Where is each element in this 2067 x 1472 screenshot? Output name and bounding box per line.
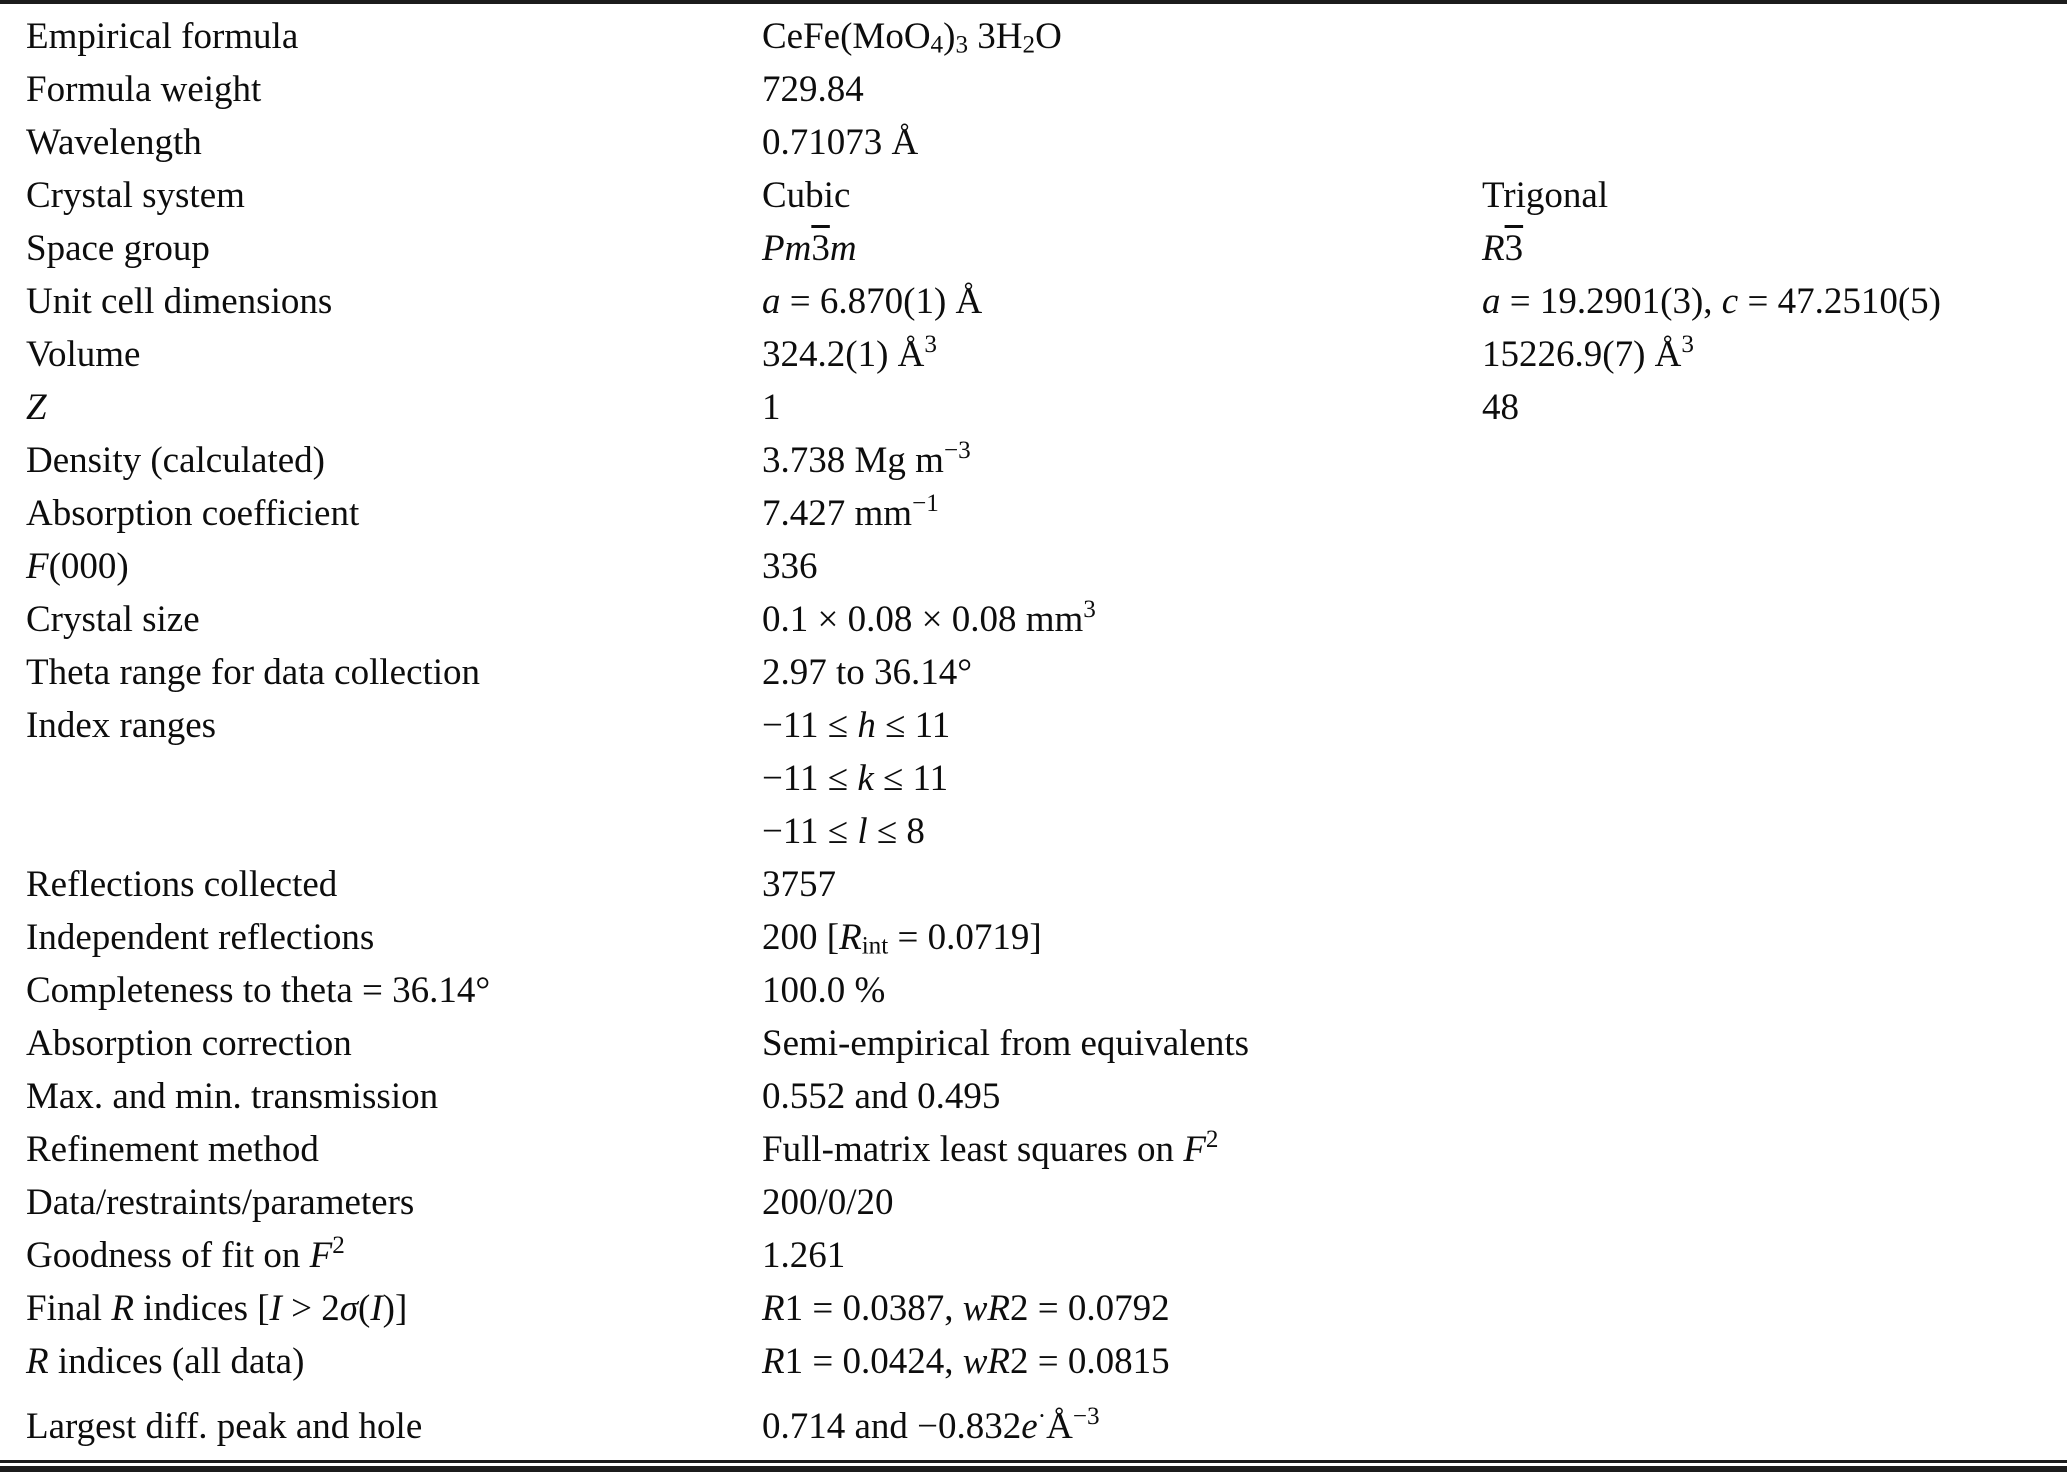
value-secondary [1482, 10, 2059, 63]
value-primary [762, 1176, 1482, 1229]
value-secondary [1482, 328, 2059, 381]
text-segment: 2 = 0.0815 [1010, 1341, 1170, 1382]
table-row-density-calculated [26, 434, 2059, 487]
table-row-completeness-to-theta [26, 964, 2059, 1017]
row-label [26, 487, 762, 540]
row-label [26, 328, 762, 381]
bottom-rule-thin [0, 1460, 2067, 1463]
text-segment: Å [1046, 1406, 1073, 1447]
table-row-final-r-indices [26, 1282, 2059, 1335]
value-secondary [1482, 1282, 2059, 1335]
table-row-z [26, 381, 2059, 434]
text-segment: Final [26, 1288, 112, 1329]
text-segment: R [762, 1288, 785, 1329]
text-segment: ) [943, 16, 956, 57]
table-row-independent-reflections [26, 911, 2059, 964]
table-row-volume [26, 328, 2059, 381]
text-segment: Volume [26, 334, 141, 375]
text-segment: Crystal system [26, 175, 245, 216]
text-segment: Semi-empirical from equivalents [762, 1023, 1250, 1064]
value-primary [762, 1400, 1482, 1453]
value-secondary [1482, 275, 2059, 328]
value-primary [762, 1017, 1482, 1070]
value-primary [762, 381, 1482, 434]
text-segment: Full-matrix least squares on [762, 1129, 1184, 1170]
text-segment: R [1482, 228, 1505, 269]
text-segment: Completeness to theta = 36.14° [26, 970, 491, 1011]
text-segment: −3 [1072, 1403, 1100, 1431]
row-label [26, 646, 762, 699]
value-primary [762, 540, 1482, 593]
text-segment: 2 [1022, 31, 1036, 59]
text-segment: σ [339, 1288, 358, 1329]
value-secondary [1482, 1070, 2059, 1123]
value-secondary [1482, 1176, 2059, 1229]
text-segment: 336 [762, 546, 818, 587]
text-segment: Wavelength [26, 122, 202, 163]
value-primary [762, 487, 1482, 540]
row-label [26, 540, 762, 593]
text-segment: ≤ 11 [875, 705, 951, 746]
text-segment: Absorption coefficient [26, 493, 360, 534]
row-label [26, 752, 762, 805]
text-segment: F [309, 1235, 333, 1276]
table-row-largest-diff-peak-hole [26, 1400, 2059, 1453]
row-label [26, 805, 762, 858]
table-row-r-indices-all-data [26, 1335, 2059, 1388]
table-row-index-range-l [26, 805, 2059, 858]
table-row-reflections-collected [26, 858, 2059, 911]
text-segment: indices (all data) [48, 1341, 305, 1382]
text-segment: CeFe(MoO [762, 16, 931, 57]
text-segment: Trigonal [1482, 175, 1609, 216]
text-segment: e [1021, 1406, 1038, 1447]
text-segment: 0.71073 Å [762, 122, 919, 163]
text-segment: ≤ 8 [867, 811, 925, 852]
top-rule [0, 0, 2067, 4]
row-label [26, 964, 762, 1017]
text-segment: )] [382, 1288, 408, 1329]
text-segment: 7.427 mm [762, 493, 913, 534]
text-segment: Cubic [762, 175, 851, 216]
row-label [26, 116, 762, 169]
text-segment: Largest diff. peak and hole [26, 1406, 423, 1447]
table-row-wavelength [26, 116, 2059, 169]
row-label [26, 10, 762, 63]
text-segment: Density (calculated) [26, 440, 325, 481]
table-row-index-range-h [26, 699, 2059, 752]
text-segment: R [839, 917, 862, 958]
value-secondary [1482, 911, 2059, 964]
text-segment: = 0.0719] [888, 917, 1042, 958]
text-segment: I [269, 1288, 282, 1329]
value-secondary [1482, 63, 2059, 116]
value-primary [762, 646, 1482, 699]
text-segment: 2 [332, 1232, 345, 1260]
text-segment: 0.714 and −0.832 [762, 1406, 1022, 1447]
value-secondary [1482, 487, 2059, 540]
row-label [26, 1400, 762, 1453]
table-row-f000 [26, 540, 2059, 593]
row-label [26, 381, 762, 434]
value-secondary [1482, 646, 2059, 699]
text-segment: 0.552 and 0.495 [762, 1076, 1001, 1117]
text-segment: 4 [930, 31, 944, 59]
table-row-space-group [26, 222, 2059, 275]
table-row-unit-cell-dimensions [26, 275, 2059, 328]
table-row-crystal-size [26, 593, 2059, 646]
value-primary [762, 1070, 1482, 1123]
value-secondary [1482, 1017, 2059, 1070]
text-segment: −11 ≤ [762, 758, 858, 799]
text-segment: 3 [1504, 228, 1524, 269]
text-segment: 1 [762, 387, 781, 428]
table-row-absorption-coefficient [26, 487, 2059, 540]
row-label [26, 1176, 762, 1229]
text-segment: = 19.2901(3), [1500, 281, 1722, 322]
value-secondary [1482, 381, 2059, 434]
text-segment: · [1037, 1403, 1047, 1431]
text-segment: 1 = 0.0387, [784, 1288, 963, 1329]
text-segment: (000) [48, 546, 129, 587]
text-segment: −11 ≤ [762, 705, 858, 746]
text-segment: ( [358, 1288, 371, 1329]
text-segment: Refinement method [26, 1129, 319, 1170]
value-secondary [1482, 699, 2059, 752]
table-row-index-range-k [26, 752, 2059, 805]
value-primary [762, 222, 1482, 275]
row-label [26, 1123, 762, 1176]
text-segment: F [1183, 1129, 1206, 1170]
value-primary [762, 63, 1482, 116]
row-label [26, 63, 762, 116]
text-segment: 3757 [762, 864, 836, 905]
value-primary [762, 1229, 1482, 1282]
value-secondary [1482, 805, 2059, 858]
text-segment: 3.738 Mg m [762, 440, 944, 481]
text-segment: 100.0 % [762, 970, 886, 1011]
value-primary [762, 169, 1482, 222]
text-segment: wR [962, 1341, 1011, 1382]
value-secondary [1482, 540, 2059, 593]
value-primary [762, 434, 1482, 487]
text-segment: 0.1 × 0.08 × 0.08 mm [762, 599, 1084, 640]
table-row-refinement-method [26, 1123, 2059, 1176]
text-segment: Reflections collected [26, 864, 338, 905]
value-secondary [1482, 858, 2059, 911]
text-segment: 729.84 [762, 69, 864, 110]
text-segment: 3 [811, 228, 830, 269]
row-label [26, 222, 762, 275]
value-secondary [1482, 752, 2059, 805]
value-secondary [1482, 222, 2059, 275]
text-segment: 2 = 0.0792 [1010, 1288, 1170, 1329]
text-segment: 3 [924, 331, 937, 359]
text-segment: Crystal size [26, 599, 200, 640]
text-segment: 48 [1482, 387, 1519, 428]
text-segment: Empirical formula [26, 16, 299, 57]
text-segment: I [370, 1288, 383, 1329]
row-label [26, 699, 762, 752]
value-secondary [1482, 1123, 2059, 1176]
table-row-formula-weight [26, 63, 2059, 116]
text-segment: Goodness of fit on [26, 1235, 310, 1276]
row-label [26, 911, 762, 964]
row-label [26, 1282, 762, 1335]
text-segment: Independent reflections [26, 917, 375, 958]
table-row-absorption-correction [26, 1017, 2059, 1070]
text-segment: Theta range for data collection [26, 652, 481, 693]
text-segment: O [1035, 16, 1062, 57]
text-segment: 324.2(1) Å [762, 334, 925, 375]
value-secondary [1482, 169, 2059, 222]
table-row-data-restraints-parameters [26, 1176, 2059, 1229]
text-segment: 200/0/20 [762, 1182, 894, 1223]
value-primary [762, 699, 1482, 752]
text-segment: 2.97 to 36.14° [762, 652, 973, 693]
value-primary [762, 911, 1482, 964]
text-segment: indices [ [133, 1288, 270, 1329]
text-segment: 3 [1681, 331, 1694, 359]
table-row-crystal-system [26, 169, 2059, 222]
text-segment: R [762, 1341, 785, 1382]
row-label [26, 169, 762, 222]
text-segment: c [1721, 281, 1739, 322]
text-segment: −1 [912, 490, 939, 518]
row-label [26, 1229, 762, 1282]
value-primary [762, 858, 1482, 911]
bottom-rule-thick [0, 1466, 2067, 1472]
text-segment: > 2 [281, 1288, 340, 1329]
text-segment: ≤ 11 [873, 758, 949, 799]
text-segment: a [762, 281, 781, 322]
value-secondary [1482, 434, 2059, 487]
row-label [26, 593, 762, 646]
row-label [26, 1335, 762, 1388]
value-primary [762, 116, 1482, 169]
value-primary [762, 275, 1482, 328]
table-row-goodness-of-fit [26, 1229, 2059, 1282]
text-segment: 3H [968, 16, 1023, 57]
text-segment: Formula weight [26, 69, 262, 110]
value-primary [762, 1123, 1482, 1176]
value-secondary [1482, 964, 2059, 1017]
text-segment: −3 [943, 437, 971, 465]
text-segment: 3 [955, 31, 969, 59]
text-segment: wR [962, 1288, 1011, 1329]
table-row-max-min-transmission [26, 1070, 2059, 1123]
value-secondary [1482, 1400, 2059, 1453]
text-segment: 2 [1205, 1126, 1219, 1154]
text-segment: −11 ≤ [762, 811, 858, 852]
value-primary [762, 964, 1482, 1017]
value-primary [762, 752, 1482, 805]
text-segment: Max. and min. transmission [26, 1076, 439, 1117]
text-segment: k [857, 758, 874, 799]
row-label [26, 858, 762, 911]
text-segment: a [1482, 281, 1501, 322]
text-segment: = 6.870(1) Å [780, 281, 983, 322]
value-secondary [1482, 1335, 2059, 1388]
text-segment: 3 [1083, 596, 1096, 624]
text-segment: Data/restraints/parameters [26, 1182, 415, 1223]
row-label [26, 434, 762, 487]
text-segment: 1.261 [762, 1235, 846, 1276]
value-primary [762, 805, 1482, 858]
text-segment: Index ranges [26, 705, 217, 746]
text-segment: F [26, 546, 49, 587]
value-secondary [1482, 593, 2059, 646]
text-segment: Unit cell dimensions [26, 281, 333, 322]
value-primary [762, 1282, 1482, 1335]
table-row-empirical-formula [26, 10, 2059, 63]
text-segment: m [829, 228, 857, 269]
text-segment: l [857, 811, 868, 852]
row-label [26, 1017, 762, 1070]
text-segment: Space group [26, 228, 210, 269]
text-segment: h [857, 705, 876, 746]
value-primary [762, 1335, 1482, 1388]
text-segment: = 47.2510(5) [1738, 281, 1941, 322]
row-label [26, 275, 762, 328]
text-segment: R [111, 1288, 134, 1329]
value-primary [762, 593, 1482, 646]
text-segment: R [26, 1341, 49, 1382]
text-segment: Pm [762, 228, 812, 269]
table-row-theta-range [26, 646, 2059, 699]
value-secondary [1482, 116, 2059, 169]
text-segment: Z [26, 387, 47, 428]
text-segment: Absorption correction [26, 1023, 352, 1064]
text-segment: 200 [ [762, 917, 840, 958]
value-primary [762, 10, 1482, 63]
row-label [26, 1070, 762, 1123]
value-secondary [1482, 1229, 2059, 1282]
text-segment: 15226.9(7) Å [1482, 334, 1682, 375]
text-segment: int [861, 932, 889, 960]
value-primary [762, 328, 1482, 381]
text-segment: 1 = 0.0424, [784, 1341, 963, 1382]
